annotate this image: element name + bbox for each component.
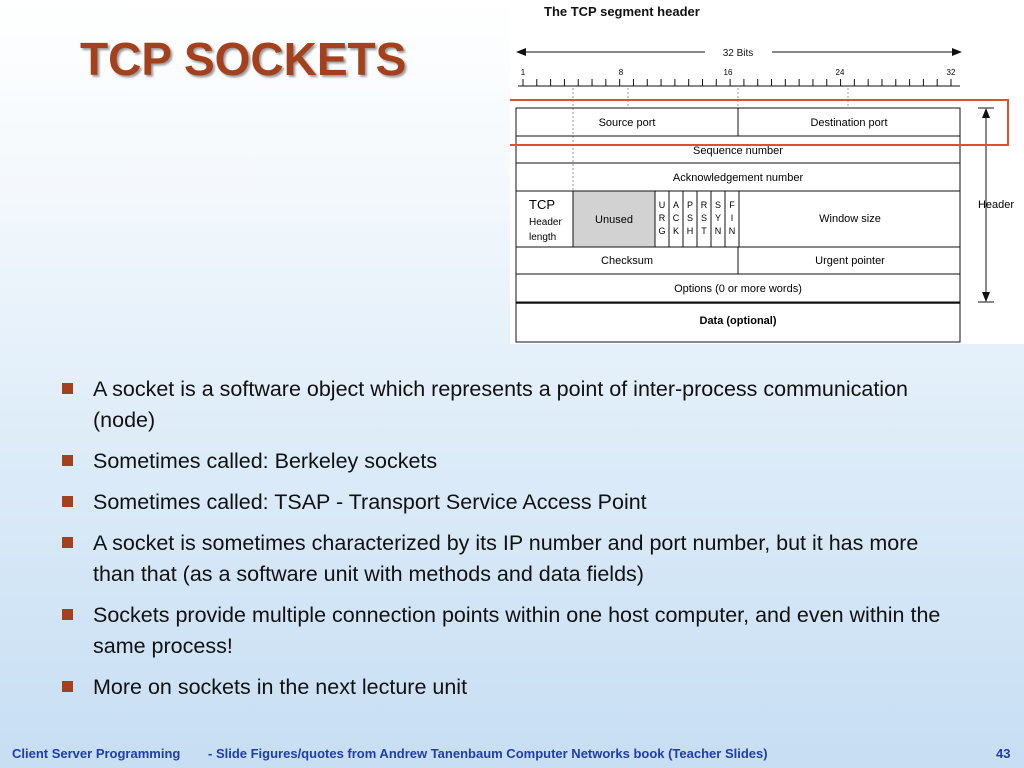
bullet-square-icon [62, 383, 73, 394]
bullet-text: A socket is a software object which represents a point of inter-process communication (node) [93, 377, 908, 432]
flag-ack-letter: K [672, 226, 680, 236]
bit-tick-16: 16 [723, 68, 733, 77]
field-header-length-line2: Header [529, 217, 562, 228]
field-urgent-pointer: Urgent pointer [815, 255, 885, 267]
bullet-text: Sometimes called: TSAP - Transport Service Access Point [93, 490, 647, 514]
ports-highlight-box [510, 100, 1008, 145]
bullet-text: Sometimes called: Berkeley sockets [93, 449, 438, 473]
bullet-text: A socket is sometimes characterized by its IP number and port number, but it has more than that (as a software unit with methods and data fields) [93, 531, 919, 586]
bit-tick-8: 8 [618, 68, 624, 77]
figure-caption: The TCP segment header [544, 4, 700, 19]
flag-fin-letter: I [730, 213, 734, 223]
flag-fin-letter: F [729, 200, 735, 210]
bullet-square-icon [62, 455, 73, 466]
field-header-length-line3: length [529, 232, 557, 243]
field-options: Options (0 or more words) [674, 283, 802, 295]
field-source-port: Source port [598, 117, 656, 129]
flag-ack-letter: C [672, 213, 680, 223]
field-checksum: Checksum [601, 255, 653, 267]
flag-syn-letter: Y [714, 213, 722, 223]
bullet-text: More on sockets in the next lecture unit [93, 675, 468, 699]
flag-psh-letter: S [686, 213, 694, 223]
bullet-list [62, 374, 962, 713]
flag-ack-letter: A [672, 200, 680, 210]
flag-syn-letter: N [714, 226, 722, 236]
field-sequence-number: Sequence number [693, 145, 783, 157]
flag-psh-letter: P [686, 200, 694, 210]
flag-urg-letter: R [658, 213, 666, 223]
footer-credit: - Slide Figures/quotes from Andrew Tanenbaum Computer Networks book (Teacher Slides) [208, 746, 768, 761]
slide-footer [0, 744, 1024, 764]
field-unused: Unused [595, 214, 633, 226]
slide-title: TCP SOCKETS [80, 33, 407, 85]
field-header-length-line1: TCP [529, 197, 555, 212]
bullet-item [62, 672, 962, 703]
bullet-text: Sockets provide multiple connection points within one host computer, and even within the same process! [93, 603, 941, 658]
header-label: Header [977, 199, 1015, 211]
bullet-item [62, 487, 962, 518]
bit-tick-32: 32 [946, 68, 956, 77]
bit-tick-24: 24 [835, 68, 845, 77]
bullet-square-icon [62, 496, 73, 507]
bits-arrow-left-head [516, 48, 526, 56]
flag-syn-letter: S [714, 200, 722, 210]
flag-urg-letter: G [658, 226, 666, 236]
footer-page-number: 43 [996, 746, 1011, 761]
bullet-item [62, 528, 962, 590]
field-destination-port: Destination port [810, 117, 888, 129]
flag-rst-letter: T [701, 226, 707, 236]
bit-ruler [518, 79, 960, 86]
flag-rst-letter: R [700, 200, 708, 210]
flag-urg-letter: U [658, 200, 666, 210]
bits-label: 32 Bits [722, 48, 754, 59]
field-acknowledgement-number: Acknowledgement number [672, 172, 804, 184]
header-span-bottom-head [982, 292, 990, 302]
flag-psh-letter: H [686, 226, 694, 236]
bullet-item [62, 374, 962, 436]
tcp-header-figure [510, 0, 1024, 344]
bullet-item [62, 446, 962, 477]
tcp-header-diagram [510, 0, 1024, 344]
bullet-square-icon [62, 537, 73, 548]
bullet-item [62, 600, 962, 662]
footer-course: Client Server Programming [12, 746, 181, 761]
flag-fin-letter: N [728, 226, 736, 236]
field-data: Data (optional) [699, 315, 777, 327]
bullet-square-icon [62, 681, 73, 692]
bullet-square-icon [62, 609, 73, 620]
bit-tick-1: 1 [520, 68, 526, 77]
header-span-top-head [982, 108, 990, 118]
flag-rst-letter: S [700, 213, 708, 223]
field-window-size: Window size [819, 213, 881, 225]
bits-arrow-right-head [952, 48, 962, 56]
